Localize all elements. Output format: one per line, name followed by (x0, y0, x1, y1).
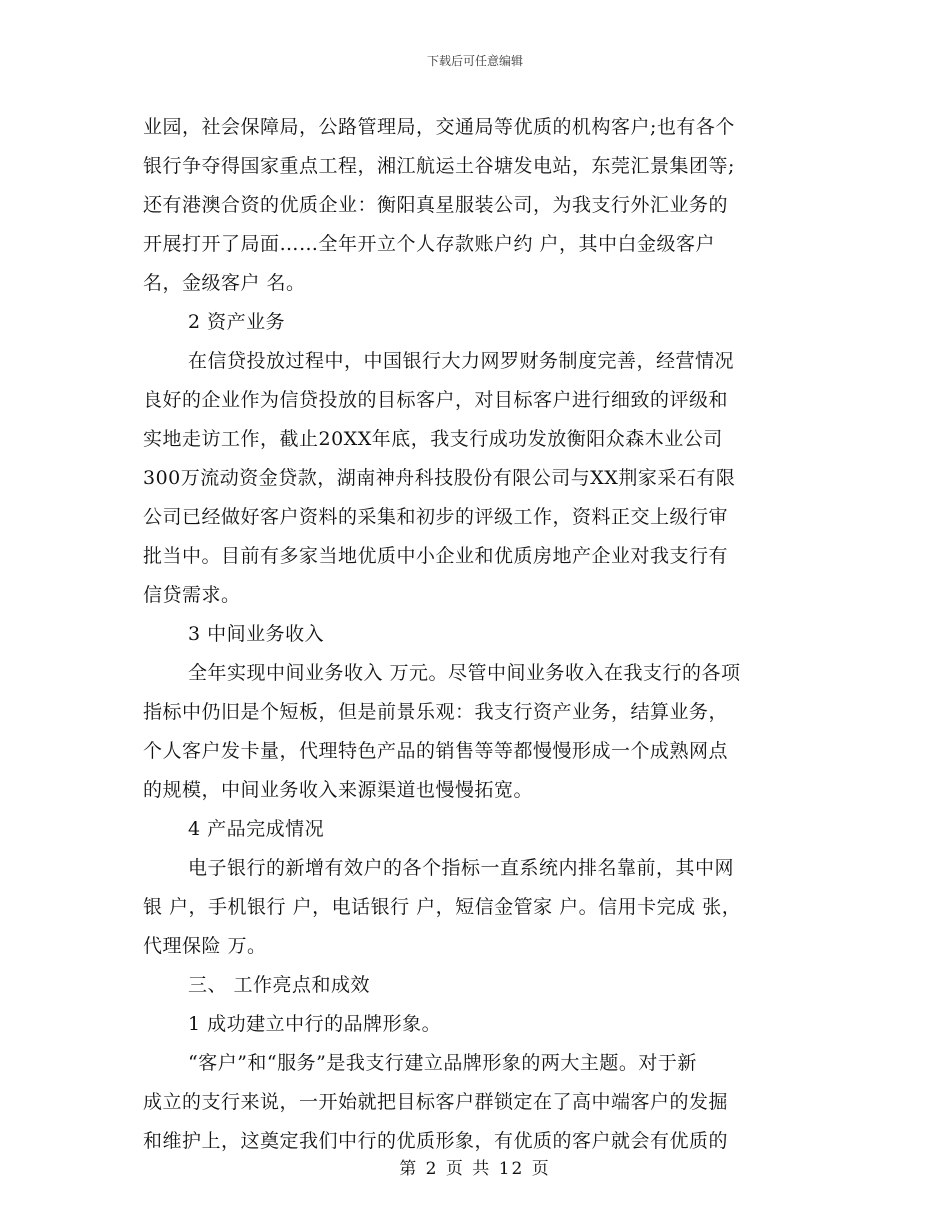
body-line: 信贷需求。 (143, 584, 241, 606)
body-line: 指标中仍旧是个短板，但是前景乐观：我支行资产业务，结算业务， (143, 701, 729, 723)
body-line: 还有港澳合资的优质企业：衡阳真星服装公司，为我支行外汇业务的 (143, 194, 729, 216)
page-header: 下载后可任意编辑 (426, 54, 523, 68)
body-line: 公司已经做好客户资料的采集和初步的评级工作，资料正交上级行审 (143, 506, 729, 528)
body-line: 300万流动资金贷款，湖南神舟科技股份有限公司与XX荆家采石有限 (143, 467, 736, 489)
body-line: 成立的支行来说，一开始就把目标客户群锁定在了高中端客户的发掘 (143, 1091, 729, 1113)
body-line: 电子银行的新增有效户的各个指标一直系统内排名靠前，其中网 (188, 857, 735, 879)
body-line: 的规模，中间业务收入来源渠道也慢慢拓宽。 (143, 779, 534, 801)
body-line: 实地走访工作，截止20XX年底，我支行成功发放衡阳众森木业公司 (143, 428, 723, 450)
body-line: 个人客户发卡量，代理特色产品的销售等等都慢慢形成一个成熟网点 (143, 740, 729, 762)
body-line: 和维护上，这奠定我们中行的优质形象，有优质的客户就会有优质的 (143, 1130, 729, 1152)
section-heading: 1 成功建立中行的品牌形象。 (188, 1013, 442, 1035)
body-line: 开展打开了局面……全年开立个人存款账户约 户，其中白金级客户 (143, 233, 716, 255)
page-number: 第 2 页 共 12 页 (399, 1159, 551, 1179)
body-line: 在信贷投放过程中，中国银行大力网罗财务制度完善，经营情况 (188, 350, 735, 372)
body-line: 银行争夺得国家重点工程，湘江航运土谷塘发电站，东莞汇景集团等; (143, 155, 735, 177)
body-line: 代理保险 万。 (143, 935, 267, 957)
body-line: 全年实现中间业务收入 万元。尽管中间业务收入在我支行的各项 (188, 662, 741, 684)
body-line: 业园，社会保障局，公路管理局，交通局等优质的机构客户;也有各个 (143, 116, 735, 138)
section-heading: 3 中间业务收入 (188, 623, 325, 645)
document-body (143, 108, 823, 1161)
section-heading: 4 产品完成情况 (188, 818, 325, 840)
body-line: 良好的企业作为信贷投放的目标客户，对目标客户进行细致的评级和 (143, 389, 729, 411)
section-heading: 三、 工作亮点和成效 (188, 974, 371, 996)
body-line: 银 户，手机银行 户，电话银行 户，短信金管家 户。信用卡完成 张， (143, 896, 742, 918)
body-line: “客户”和“服务”是我支行建立品牌形象的两大主题。对于新 (188, 1052, 697, 1074)
section-heading: 2 资产业务 (188, 311, 286, 333)
body-line: 名，金级客户 名。 (143, 272, 306, 294)
body-line: 批当中。目前有多家当地优质中小企业和优质房地产企业对我支行有 (143, 545, 729, 567)
